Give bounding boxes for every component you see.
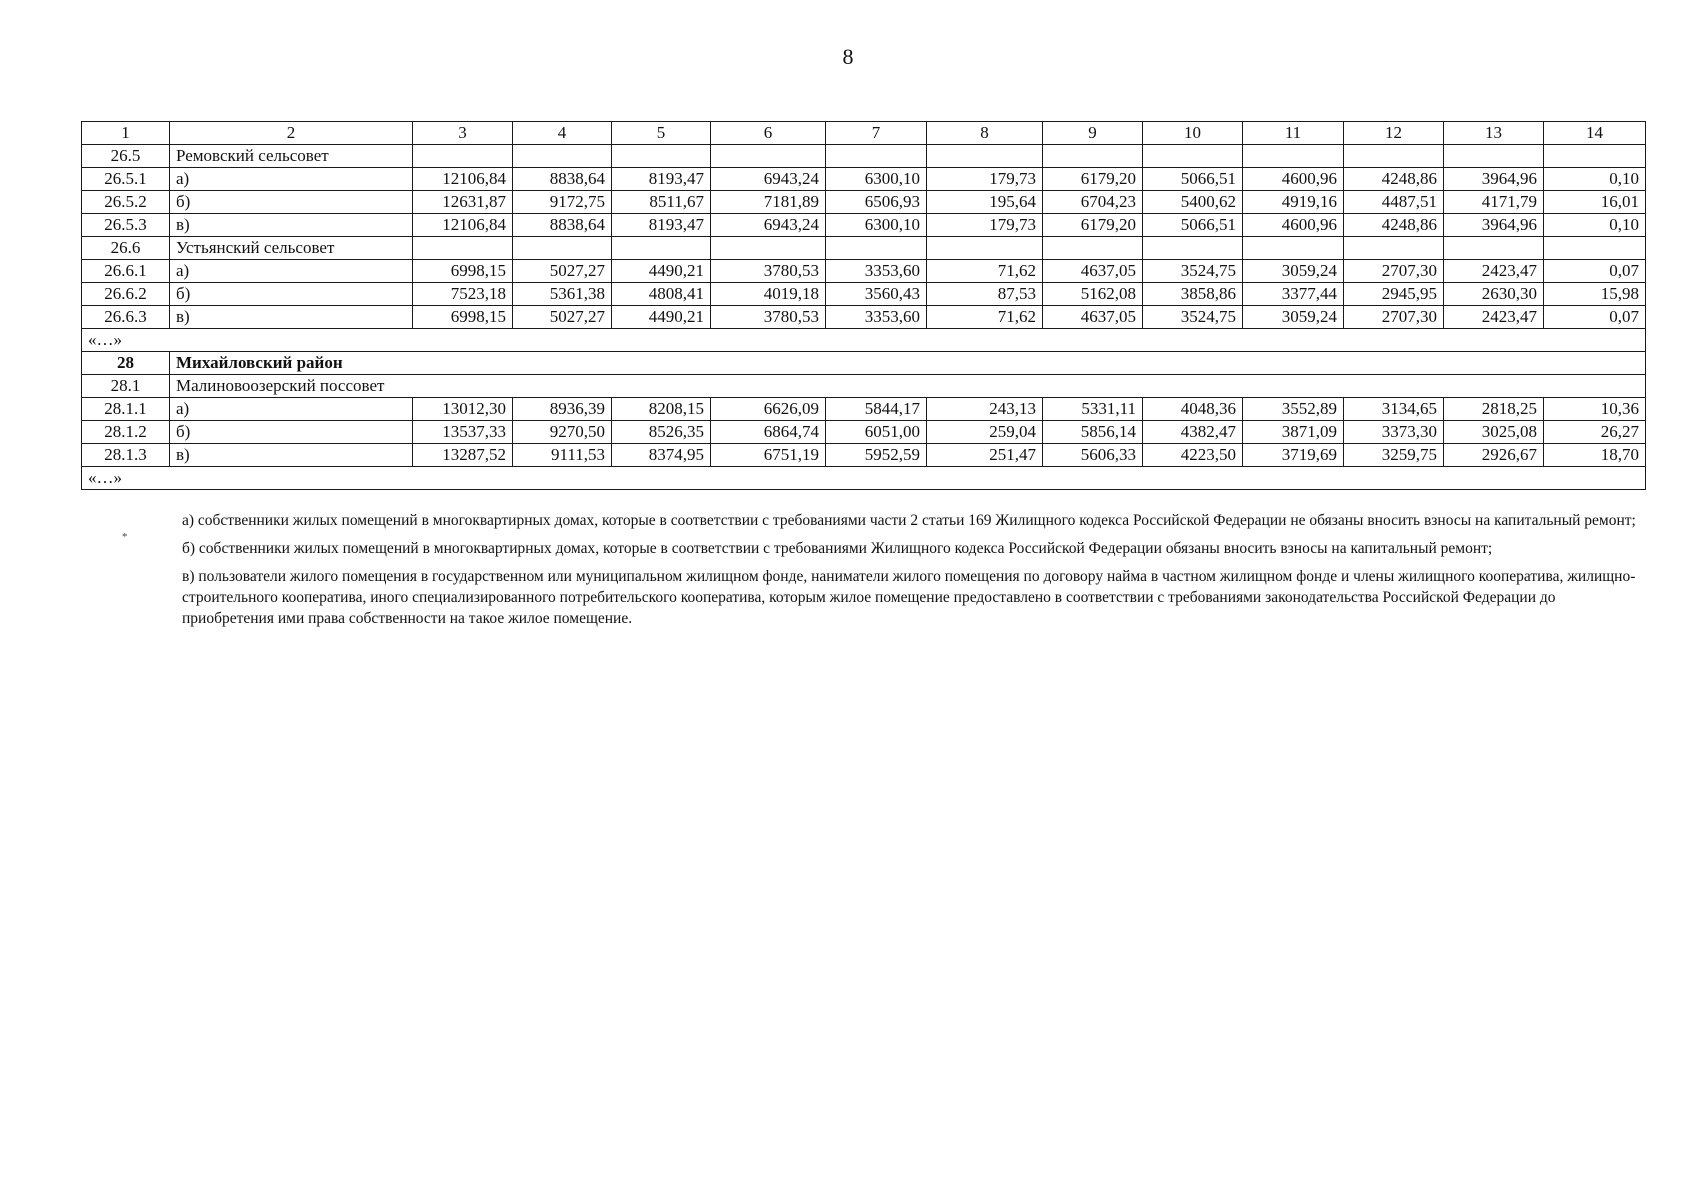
empty-cell [1344, 145, 1444, 168]
row-label: а) [170, 260, 413, 283]
value-cell: 4171,79 [1444, 191, 1544, 214]
value-cell: 87,53 [927, 283, 1043, 306]
value-cell: 3871,09 [1243, 421, 1344, 444]
row-label: в) [170, 214, 413, 237]
value-cell: 8838,64 [513, 168, 612, 191]
empty-cell [1243, 237, 1344, 260]
row-code: 26.5 [82, 145, 170, 168]
district-name: Михайловский район [170, 352, 1646, 375]
value-cell: 10,36 [1544, 398, 1646, 421]
value-cell: 6751,19 [711, 444, 826, 467]
value-cell: 5856,14 [1043, 421, 1143, 444]
value-cell: 5331,11 [1043, 398, 1143, 421]
value-cell: 15,98 [1544, 283, 1646, 306]
value-cell: 13287,52 [413, 444, 513, 467]
footnote-c: в) пользователи жилого помещения в государственном или муниципальном жилищном фонде, наниматели жилого помещения по договору найма в частном жилищном фонде и члены жилищного кооператива, жилищно-строительного кооператива, иного специализированного потребительского кооператива, которым жилое помещение предоставлено в соответствии с требованиями законодательства Российской Федерации до приобретения ими права собственности на такое жилое помещение. [182, 568, 1636, 627]
empty-cell [1043, 237, 1143, 260]
value-cell: 4048,36 [1143, 398, 1243, 421]
value-cell: 0,07 [1544, 260, 1646, 283]
value-cell: 8193,47 [612, 214, 711, 237]
value-cell: 6864,74 [711, 421, 826, 444]
empty-cell [1143, 237, 1243, 260]
value-cell: 6300,10 [826, 168, 927, 191]
section-row [82, 145, 1646, 168]
value-cell: 6179,20 [1043, 168, 1143, 191]
row-label: б) [170, 421, 413, 444]
empty-cell [1544, 145, 1646, 168]
value-cell: 3059,24 [1243, 260, 1344, 283]
row-code: 28 [82, 352, 170, 375]
subdistrict-row [82, 375, 1646, 398]
value-cell: 0,10 [1544, 214, 1646, 237]
ellipsis-row [82, 467, 1646, 490]
section-row [82, 237, 1646, 260]
value-cell: 8374,95 [612, 444, 711, 467]
value-cell: 243,13 [927, 398, 1043, 421]
table-row [82, 214, 1646, 237]
empty-cell [413, 237, 513, 260]
value-cell: 6300,10 [826, 214, 927, 237]
table-row [82, 444, 1646, 467]
tariff-table [81, 121, 1646, 490]
value-cell: 251,47 [927, 444, 1043, 467]
empty-cell [1344, 237, 1444, 260]
header-cell: 4 [513, 122, 612, 145]
value-cell: 3858,86 [1143, 283, 1243, 306]
row-label: в) [170, 444, 413, 467]
value-cell: 4637,05 [1043, 306, 1143, 329]
row-code: 26.6.2 [82, 283, 170, 306]
value-cell: 8838,64 [513, 214, 612, 237]
section-name: Устьянский сельсовет [170, 237, 413, 260]
empty-cell [612, 237, 711, 260]
ellipsis-text: «…» [82, 329, 1646, 352]
value-cell: 9172,75 [513, 191, 612, 214]
value-cell: 2423,47 [1444, 260, 1544, 283]
footnotes [182, 510, 1646, 636]
value-cell: 5162,08 [1043, 283, 1143, 306]
value-cell: 4600,96 [1243, 168, 1344, 191]
row-label: б) [170, 283, 413, 306]
value-cell: 5066,51 [1143, 168, 1243, 191]
value-cell: 5027,27 [513, 306, 612, 329]
table-row [82, 398, 1646, 421]
value-cell: 6506,93 [826, 191, 927, 214]
row-code: 26.5.1 [82, 168, 170, 191]
value-cell: 6998,15 [413, 306, 513, 329]
value-cell: 2630,30 [1444, 283, 1544, 306]
district-row [82, 352, 1646, 375]
value-cell: 3524,75 [1143, 260, 1243, 283]
value-cell: 12106,84 [413, 214, 513, 237]
row-code: 28.1.2 [82, 421, 170, 444]
value-cell: 4600,96 [1243, 214, 1344, 237]
value-cell: 6051,00 [826, 421, 927, 444]
section-name: Ремовский сельсовет [170, 145, 413, 168]
row-code: 28.1.3 [82, 444, 170, 467]
header-cell: 9 [1043, 122, 1143, 145]
value-cell: 6179,20 [1043, 214, 1143, 237]
value-cell: 18,70 [1544, 444, 1646, 467]
value-cell: 259,04 [927, 421, 1043, 444]
value-cell: 5361,38 [513, 283, 612, 306]
value-cell: 5027,27 [513, 260, 612, 283]
value-cell: 4248,86 [1344, 168, 1444, 191]
footnote-a: а) собственники жилых помещений в многоквартирных домах, которые в соответствии с требованиями части 2 статьи 169 Жилищного кодекса Российской Федерации не обязаны вносить взносы на капитальный ремонт; [182, 512, 1636, 529]
value-cell: 3377,44 [1243, 283, 1344, 306]
empty-cell [1243, 145, 1344, 168]
row-label: а) [170, 398, 413, 421]
value-cell: 8936,39 [513, 398, 612, 421]
value-cell: 0,10 [1544, 168, 1646, 191]
value-cell: 12106,84 [413, 168, 513, 191]
header-cell: 13 [1444, 122, 1544, 145]
value-cell: 4487,51 [1344, 191, 1444, 214]
header-cell: 6 [711, 122, 826, 145]
header-cell: 5 [612, 122, 711, 145]
row-code: 26.5.2 [82, 191, 170, 214]
value-cell: 4808,41 [612, 283, 711, 306]
row-code: 28.1.1 [82, 398, 170, 421]
value-cell: 3964,96 [1444, 168, 1544, 191]
empty-cell [927, 145, 1043, 168]
value-cell: 4019,18 [711, 283, 826, 306]
value-cell: 8193,47 [612, 168, 711, 191]
row-code: 26.5.3 [82, 214, 170, 237]
row-code: 26.6.3 [82, 306, 170, 329]
subdistrict-name: Малиновоозерский поссовет [170, 375, 1646, 398]
value-cell: 2707,30 [1344, 306, 1444, 329]
row-code: 28.1 [82, 375, 170, 398]
empty-cell [1043, 145, 1143, 168]
value-cell: 3025,08 [1444, 421, 1544, 444]
value-cell: 5400,62 [1143, 191, 1243, 214]
header-cell: 3 [413, 122, 513, 145]
empty-cell [513, 237, 612, 260]
value-cell: 3134,65 [1344, 398, 1444, 421]
value-cell: 2945,95 [1344, 283, 1444, 306]
header-cell: 11 [1243, 122, 1344, 145]
header-cell: 7 [826, 122, 927, 145]
value-cell: 8526,35 [612, 421, 711, 444]
value-cell: 6998,15 [413, 260, 513, 283]
value-cell: 6943,24 [711, 214, 826, 237]
value-cell: 7181,89 [711, 191, 826, 214]
value-cell: 3373,30 [1344, 421, 1444, 444]
value-cell: 179,73 [927, 214, 1043, 237]
empty-cell [612, 145, 711, 168]
value-cell: 5606,33 [1043, 444, 1143, 467]
row-code: 26.6 [82, 237, 170, 260]
empty-cell [1143, 145, 1243, 168]
table-body [82, 122, 1646, 490]
value-cell: 5952,59 [826, 444, 927, 467]
value-cell: 3719,69 [1243, 444, 1344, 467]
value-cell: 7523,18 [413, 283, 513, 306]
value-cell: 2707,30 [1344, 260, 1444, 283]
value-cell: 2818,25 [1444, 398, 1544, 421]
value-cell: 8208,15 [612, 398, 711, 421]
row-label: в) [170, 306, 413, 329]
value-cell: 4637,05 [1043, 260, 1143, 283]
value-cell: 2926,67 [1444, 444, 1544, 467]
value-cell: 2423,47 [1444, 306, 1544, 329]
value-cell: 5066,51 [1143, 214, 1243, 237]
header-cell: 1 [82, 122, 170, 145]
empty-cell [927, 237, 1043, 260]
empty-cell [513, 145, 612, 168]
value-cell: 3964,96 [1444, 214, 1544, 237]
value-cell: 0,07 [1544, 306, 1646, 329]
value-cell: 3780,53 [711, 260, 826, 283]
value-cell: 4223,50 [1143, 444, 1243, 467]
footnote-marker: * [122, 531, 128, 543]
value-cell: 71,62 [927, 306, 1043, 329]
empty-cell [1444, 145, 1544, 168]
value-cell: 16,01 [1544, 191, 1646, 214]
header-cell: 10 [1143, 122, 1243, 145]
value-cell: 6704,23 [1043, 191, 1143, 214]
value-cell: 13012,30 [413, 398, 513, 421]
row-label: а) [170, 168, 413, 191]
value-cell: 4490,21 [612, 306, 711, 329]
header-cell: 14 [1544, 122, 1646, 145]
table-row [82, 191, 1646, 214]
value-cell: 4490,21 [612, 260, 711, 283]
value-cell: 4248,86 [1344, 214, 1444, 237]
empty-cell [1544, 237, 1646, 260]
value-cell: 9111,53 [513, 444, 612, 467]
value-cell: 6943,24 [711, 168, 826, 191]
header-cell: 12 [1344, 122, 1444, 145]
header-cell: 2 [170, 122, 413, 145]
value-cell: 195,64 [927, 191, 1043, 214]
value-cell: 4919,16 [1243, 191, 1344, 214]
table-row [82, 283, 1646, 306]
empty-cell [826, 145, 927, 168]
empty-cell [1444, 237, 1544, 260]
footnote-b: б) собственники жилых помещений в многоквартирных домах, которые в соответствии с требованиями Жилищного кодекса Российской Федерации обязаны вносить взносы на капитальный ремонт; [182, 540, 1493, 557]
value-cell: 3780,53 [711, 306, 826, 329]
value-cell: 3259,75 [1344, 444, 1444, 467]
empty-cell [711, 237, 826, 260]
value-cell: 179,73 [927, 168, 1043, 191]
ellipsis-row [82, 329, 1646, 352]
value-cell: 71,62 [927, 260, 1043, 283]
value-cell: 12631,87 [413, 191, 513, 214]
value-cell: 4382,47 [1143, 421, 1243, 444]
table-row [82, 168, 1646, 191]
empty-cell [711, 145, 826, 168]
value-cell: 3059,24 [1243, 306, 1344, 329]
value-cell: 8511,67 [612, 191, 711, 214]
value-cell: 6626,09 [711, 398, 826, 421]
value-cell: 13537,33 [413, 421, 513, 444]
value-cell: 3524,75 [1143, 306, 1243, 329]
value-cell: 3353,60 [826, 260, 927, 283]
row-label: б) [170, 191, 413, 214]
header-row [82, 122, 1646, 145]
value-cell: 3560,43 [826, 283, 927, 306]
header-cell: 8 [927, 122, 1043, 145]
value-cell: 26,27 [1544, 421, 1646, 444]
value-cell: 3552,89 [1243, 398, 1344, 421]
empty-cell [826, 237, 927, 260]
table-row [82, 421, 1646, 444]
table-row [82, 306, 1646, 329]
value-cell: 5844,17 [826, 398, 927, 421]
page-number: 8 [842, 44, 854, 69]
empty-cell [413, 145, 513, 168]
row-code: 26.6.1 [82, 260, 170, 283]
table-row [82, 260, 1646, 283]
value-cell: 3353,60 [826, 306, 927, 329]
ellipsis-text: «…» [82, 467, 1646, 490]
value-cell: 9270,50 [513, 421, 612, 444]
